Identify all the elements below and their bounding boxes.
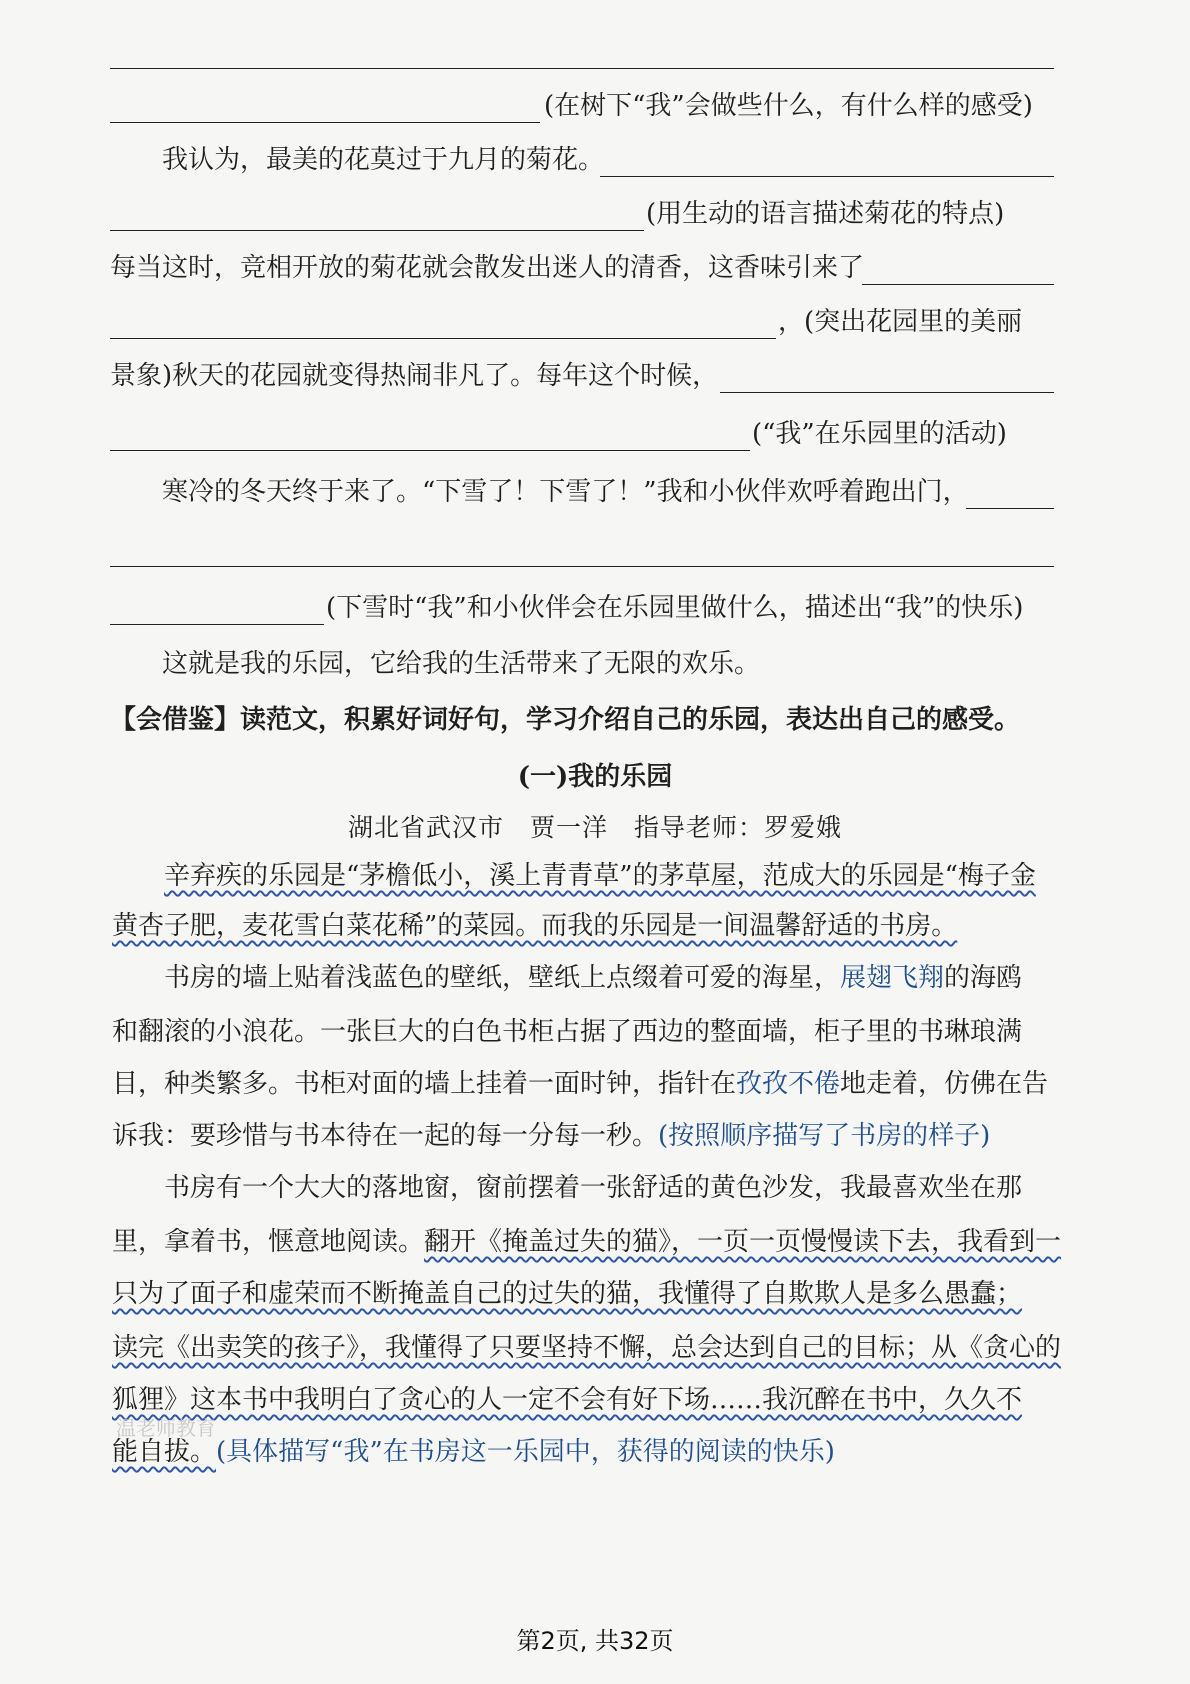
essay-text: 黄杏子肥，麦花雪白菜花稀”的菜园。而我的乐园是一间温馨舒适的书房。	[112, 911, 958, 941]
essay-text: 狐狸》这本书中我明白了贪心的人一定不会有好下场……我沉醉在书中，久久不	[112, 1385, 1023, 1415]
hint-note: (“我”在乐园里的活动)	[752, 419, 1007, 449]
essay-line	[0, 1064, 1190, 1108]
answer-blank[interactable]	[110, 122, 540, 123]
hint-note: (用生动的语言描述菊花的特点)	[646, 199, 1005, 229]
text-line	[0, 644, 1190, 688]
essay-text: 读完《出卖笑的孩子》，我懂得了只要坚持不懈，总会达到自己的目标；从《贪心的	[112, 1333, 1062, 1363]
watermark: 温老师教育	[116, 1416, 216, 1440]
answer-line	[0, 194, 1190, 238]
text-line	[0, 140, 1190, 184]
essay-line	[0, 856, 1190, 900]
section-instruction: 【会借鉴】读范文，积累好词好句，学习介绍自己的乐园，表达出自己的感受。	[110, 705, 1021, 735]
essay-line	[0, 1168, 1190, 1212]
essay-text: 目，种类繁多。书柜对面的墙上挂着一面时钟，指针在孜孜不倦地走着，仿佛在告	[112, 1069, 1049, 1099]
answer-blank[interactable]	[862, 284, 1054, 285]
prompt-text: 景象)秋天的花园就变得热闹非凡了。每年这个时候，	[110, 361, 719, 391]
essay-text: 只为了面子和虚荣而不断掩盖自己的过失的猫，我懂得了自欺欺人是多么愚蠢；	[112, 1279, 1023, 1309]
page-number: 第2页, 共32页	[516, 1627, 674, 1655]
essay-line	[0, 1012, 1190, 1056]
text-line	[0, 356, 1190, 400]
highlight-phrase: 孜孜不倦	[736, 1069, 841, 1099]
essay-text: 诉我：要珍惜与书本待在一起的每一分每一秒。(按照顺序描写了书房的样子)	[112, 1121, 991, 1151]
answer-blank[interactable]	[110, 624, 324, 625]
answer-line	[0, 302, 1190, 346]
answer-blank[interactable]	[110, 338, 776, 339]
text-line	[0, 472, 1190, 516]
answer-blank[interactable]	[110, 68, 1054, 69]
essay-byline: 湖北省武汉市 贾一洋 指导老师：罗爱娥	[347, 813, 842, 842]
answer-blank[interactable]	[110, 230, 644, 231]
essay-text: 能自拔。(具体描写“我”在书房这一乐园中，获得的阅读的快乐)	[112, 1437, 835, 1467]
essay-line	[0, 906, 1190, 950]
essay-line	[0, 1116, 1190, 1160]
essay-text: 书房的墙上贴着浅蓝色的壁纸，壁纸上点缀着可爱的海星，展翅飞翔的海鸥	[164, 963, 1023, 993]
essay-text: 书房有一个大大的落地窗，窗前摆着一张舒适的黄色沙发，我最喜欢坐在那	[164, 1173, 1023, 1203]
hint-note: (在树下“我”会做些什么，有什么样的感受)	[544, 91, 1033, 121]
answer-blank[interactable]	[110, 450, 750, 451]
essay-text: 里，拿着书，惬意地阅读。翻开《掩盖过失的猫》，一页一页慢慢读下去，我看到一	[112, 1227, 1062, 1257]
answer-line	[0, 414, 1190, 458]
answer-blank[interactable]	[110, 566, 1054, 567]
closing-text: 这就是我的乐园，它给我的生活带来了无限的欢乐。	[162, 649, 761, 679]
essay-line	[0, 958, 1190, 1002]
prompt-text: 每当这时，竞相开放的菊花就会散发出迷人的清香，这香味引来了	[110, 253, 865, 283]
hint-note: (下雪时“我”和小伙伴会在乐园里做什么，描述出“我”的快乐)	[326, 593, 1024, 623]
prompt-text: 寒冷的冬天终于来了。“下雪了！下雪了！”我和小伙伴欢呼着跑出门，	[162, 477, 969, 507]
answer-line	[0, 530, 1190, 574]
instruction-line	[0, 700, 1190, 744]
essay-line	[0, 1222, 1190, 1266]
essay-line	[0, 1274, 1190, 1318]
annotation-note: (具体描写“我”在书房这一乐园中，获得的阅读的快乐)	[216, 1437, 835, 1467]
hint-note: ，(突出花园里的美丽	[778, 307, 1023, 337]
annotation-note: (按照顺序描写了书房的样子)	[658, 1121, 991, 1151]
answer-line	[0, 588, 1190, 632]
answer-blank[interactable]	[966, 508, 1054, 509]
essay-line	[0, 1328, 1190, 1372]
answer-blank[interactable]	[600, 176, 1054, 177]
highlight-phrase: 展翅飞翔	[840, 963, 945, 993]
answer-line	[0, 32, 1190, 76]
text-line	[0, 248, 1190, 292]
prompt-text: 我认为，最美的花莫过于九月的菊花。	[162, 145, 605, 175]
essay-text: 和翻滚的小浪花。一张巨大的白色书柜占据了西边的整面墙，柜子里的书琳琅满	[112, 1017, 1023, 1047]
essay-text: 辛弃疾的乐园是“茅檐低小，溪上青青草”的茅草屋，范成大的乐园是“梅子金	[164, 861, 1036, 891]
essay-title: (一)我的乐园	[517, 762, 673, 792]
answer-blank[interactable]	[720, 392, 1054, 393]
answer-line	[0, 86, 1190, 130]
